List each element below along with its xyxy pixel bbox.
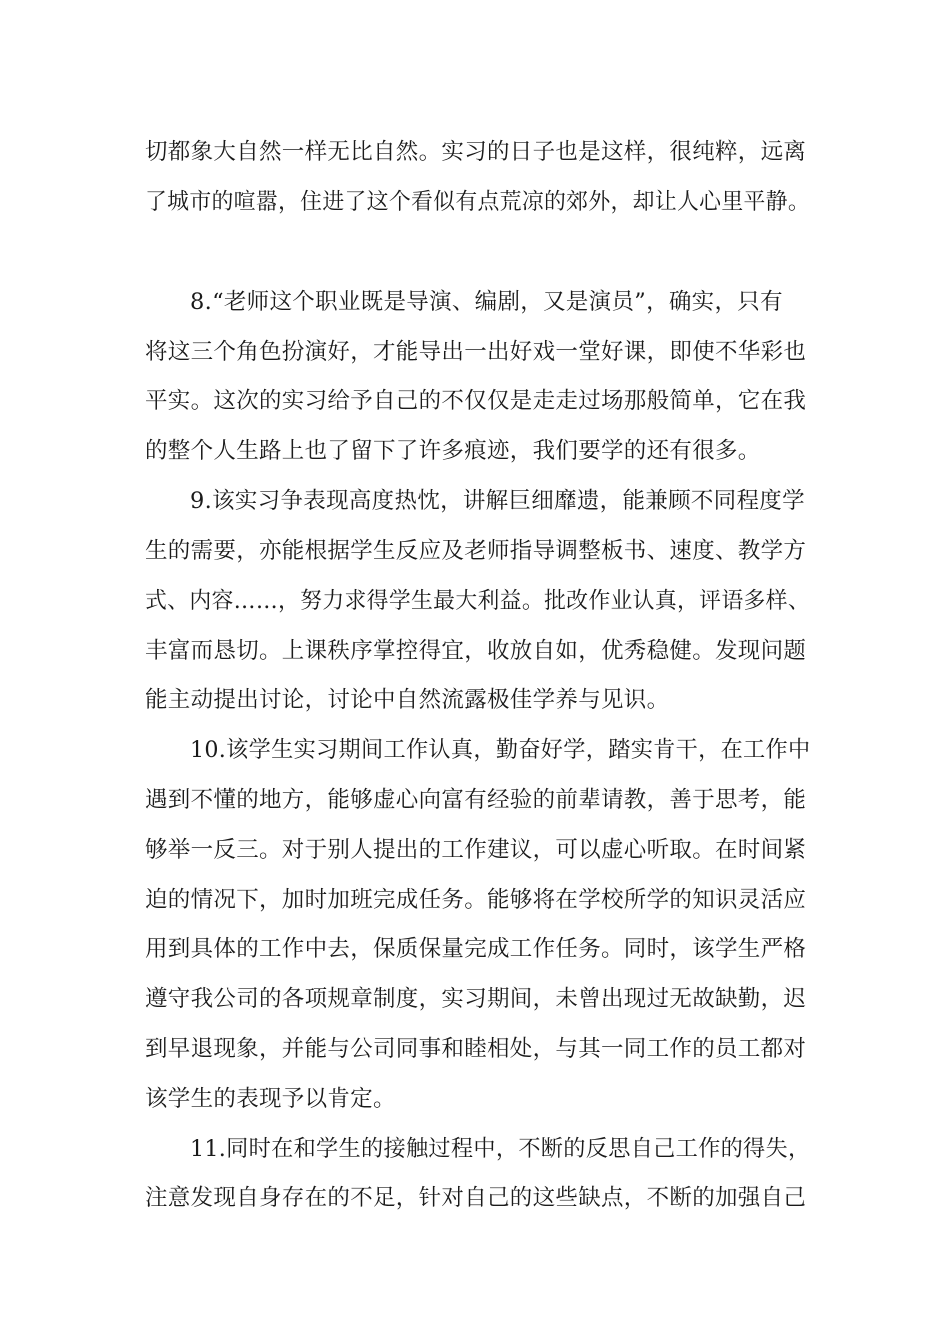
paragraph-11-line-2: 注意发现自身存在的不足，针对自己的这些缺点，不断的加强自己 xyxy=(145,1185,807,1211)
paragraph-11-line-1: 11.同时在和学生的接触过程中，不断的反思自己工作的得失， xyxy=(190,1136,811,1162)
paragraph-7-line-2: 了城市的喧嚣，住进了这个看似有点荒凉的郊外，却让人心里平静。 xyxy=(145,189,810,215)
paragraph-10-line-6: 遵守我公司的各项规章制度，实习期间，未曾出现过无故缺勤，迟 xyxy=(145,986,807,1012)
paragraph-10-line-4: 迫的情况下，加时加班完成任务。能够将在学校所学的知识灵活应 xyxy=(145,887,807,913)
paragraph-9-line-3: 式、内容……，努力求得学生最大利益。批改作业认真，评语多样、 xyxy=(145,588,810,614)
paragraph-10-line-1: 10.该学生实习期间工作认真，勤奋好学，踏实肯干，在工作中 xyxy=(190,737,811,763)
paragraph-10-line-5: 用到具体的工作中去，保质保量完成工作任务。同时，该学生严格 xyxy=(145,936,807,962)
paragraph-9-line-2: 生的需要，亦能根据学生反应及老师指导调整板书、速度、教学方 xyxy=(145,538,807,564)
paragraph-9-line-1: 9.该实习争表现高度热忱，讲解巨细靡遗，能兼顾不同程度学 xyxy=(190,488,805,514)
paragraph-8-line-2: 将这三个角色扮演好，才能导出一出好戏一堂好课，即使不华彩也 xyxy=(145,339,807,365)
paragraph-10-line-8: 该学生的表现予以肯定。 xyxy=(145,1086,396,1112)
paragraph-10-line-3: 够举一反三。对于别人提出的工作建议，可以虚心听取。在时间紧 xyxy=(145,837,807,863)
paragraph-9-line-5: 能主动提出讨论，讨论中自然流露极佳学养与见识。 xyxy=(145,687,670,713)
paragraph-8-line-4: 的整个人生路上也了留下了许多痕迹，我们要学的还有很多。 xyxy=(145,438,761,464)
paragraph-8-line-3: 平实。这次的实习给予自己的不仅仅是走走过场那般简单，它在我 xyxy=(145,388,807,414)
paragraph-10-line-7: 到早退现象，并能与公司同事和睦相处，与其一同工作的员工都对 xyxy=(145,1036,807,1062)
paragraph-9-line-4: 丰富而恳切。上课秩序掌控得宜，收放自如，优秀稳健。发现问题 xyxy=(145,638,807,664)
paragraph-8-line-1: 8.“老师这个职业既是导演、编剧，又是演员”，确实，只有 xyxy=(190,289,783,315)
paragraph-10-line-2: 遇到不懂的地方，能够虚心向富有经验的前辈请教，善于思考，能 xyxy=(145,787,807,813)
paragraph-7-line-1: 切都象大自然一样无比自然。实习的日子也是这样，很纯粹，远离 xyxy=(145,139,807,165)
